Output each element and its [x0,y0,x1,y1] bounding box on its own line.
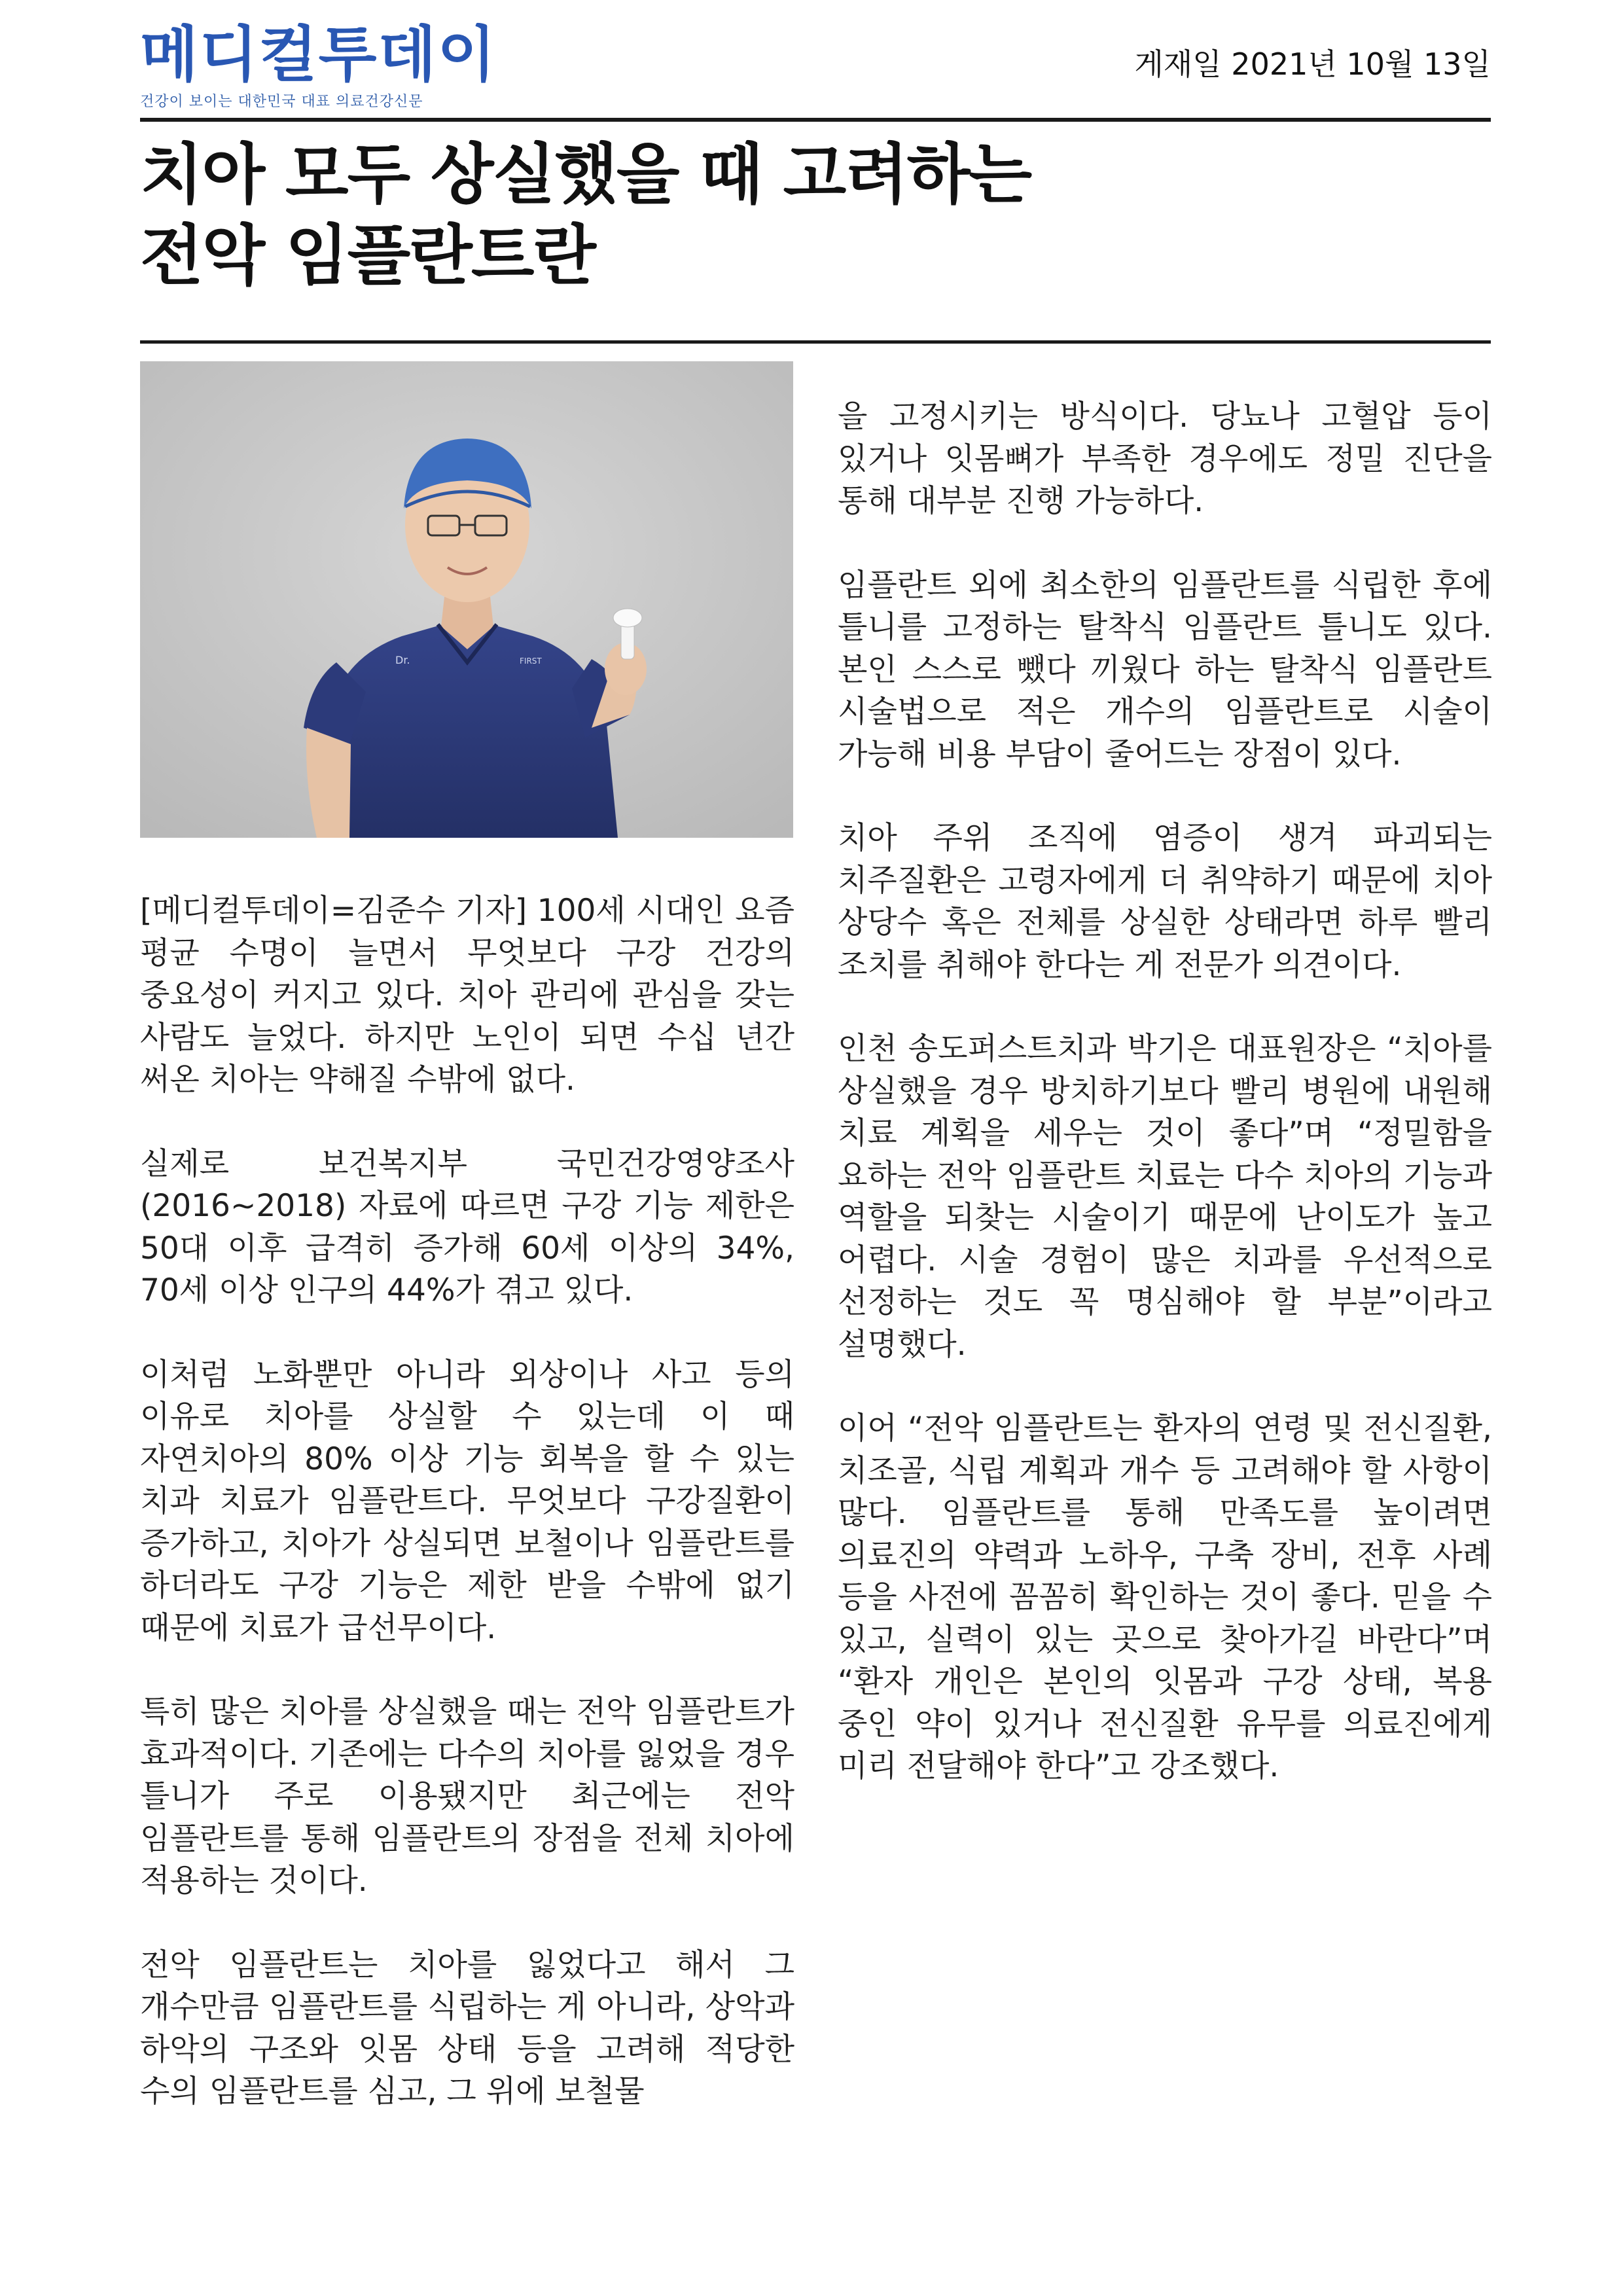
headline-line-1: 치아 모두 상실했을 때 고려하는 [140,136,1031,213]
article-paragraph: 특히 많은 치아를 상실했을 때는 전악 임플란트가 효과적이다. 기존에는 다수의 치아를 잃었을 경우 틀니가 주로 이용됐지만 최근에는 전악 임플란트를 통해 임플란트의 장점을 전체 치아에 적용하는 것이다. [140,1694,794,1899]
svg-text:Dr.: Dr. [395,654,410,666]
article-column-left [140,890,794,2155]
article-paragraph: [메디컬투데이=김준수 기자] 100세 시대인 요즘 평균 수명이 늘면서 무엇보다 구강 건강의 중요성이 커지고 있다. 치아 관리에 관심을 갖는 사람도 늘었다. 하지만 노인이 되면 수십 년간 써온 치아는 약해질 수밖에 없다. [140,893,794,1098]
svg-text:FIRST: FIRST [520,656,542,666]
article-paragraph: 이처럼 노화뿐만 아니라 외상이나 사고 등의 이유로 치아를 상실할 수 있는데 이 때 자연치아의 80% 이상 기능 회복을 할 수 있는 치과 치료가 임플란트다. 무엇보다 구강질환이 증가하고, 치아가 상실되면 보철이나 임플란트를 하더라도 구강 기능은 제한 받을 수밖에 없기 때문에 치료가 급선무이다. [140,1356,794,1646]
headline-rule [140,340,1491,344]
header-rule [140,118,1491,122]
headline-line-2: 전악 임플란트란 [140,217,596,294]
article-paragraph: 실제로 보건복지부 국민건강영양조사(2016~2018) 자료에 따르면 구강 기능 제한은 50대 이후 급격히 증가해 60세 이상의 34%, 70세 이상 인구의 44%가 겪고 있다. [140,1145,794,1308]
logo[interactable]: 메디컬투데이 [140,20,497,90]
headline [140,134,1031,296]
article-paragraph: 인천 송도퍼스트치과 박기은 대표원장은 “치아를 상실했을 경우 방치하기보다 빨리 병원에 내원해 치료 계획을 세우는 것이 좋다”며 “정밀함을 요하는 전악 임플란트 치료는 다수 치아의 기능과 역할을 되찾는 시술이기 때문에 난이도가 높고 어렵다. 시술 경험이 많은 치과를 우선적으로 선정하는 것도 꼭 명심해야 할 부분”이라고 설명했다. [838,1031,1492,1363]
doctor-illustration [140,361,793,838]
article-paragraph: 임플란트 외에 최소한의 임플란트를 식립한 후에 틀니를 고정하는 탈착식 임플란트 틀니도 있다. 본인 스스로 뺐다 끼웠다 하는 탈착식 임플란트 시술법으로 적은 개수의 임플란트로 시술이 가능해 비용 부담이 줄어드는 장점이 있다. [838,567,1492,772]
masthead-brand [140,22,497,111]
article-paragraph: 을 고정시키는 방식이다. 당뇨나 고혈압 등이 있거나 잇몸뼈가 부족한 경우에도 정밀 진단을 통해 대부분 진행 가능하다. [838,399,1492,519]
doctor-photo [140,361,793,838]
article-paragraph: 치아 주위 조직에 염증이 생겨 파괴되는 치주질환은 고령자에게 더 취약하기 때문에 치아 상당수 혹은 전체를 상실한 상태라면 하루 빨리 조치를 취해야 한다는 게 전문가 의견이다. [838,820,1492,983]
tagline: 건강이 보이는 대한민국 대표 의료건강신문 [140,94,423,110]
publication-date: 게재일 2021년 10월 13일 [1134,46,1491,82]
article-paragraph: 이어 “전악 임플란트는 환자의 연령 및 전신질환, 치조골, 식립 계획과 개수 등 고려해야 할 사항이 많다. 임플란트를 통해 만족도를 높이려면 의료진의 약력과 노하우, 구축 장비, 전후 사례 등을 사전에 꼼꼼히 확인하는 것이 좋다. 믿을 수 있고, 실력이 있는 곳으로 찾아가길 바란다”며 “환자 개인은 본인의 잇몸과 구강 상태, 복용 중인 약이 있거나 전신질환 유무를 의료진에게 미리 전달해야 한다”고 강조했다. [838,1410,1492,1784]
article-paragraph: 전악 임플란트는 치아를 잃었다고 해서 그 개수만큼 임플란트를 식립하는 게 아니라, 상악과 하악의 구조와 잇몸 상태 등을 고려해 적당한 수의 임플란트를 심고, 그 위에 보철물 [140,1946,794,2109]
article-column-right [838,396,1492,1830]
